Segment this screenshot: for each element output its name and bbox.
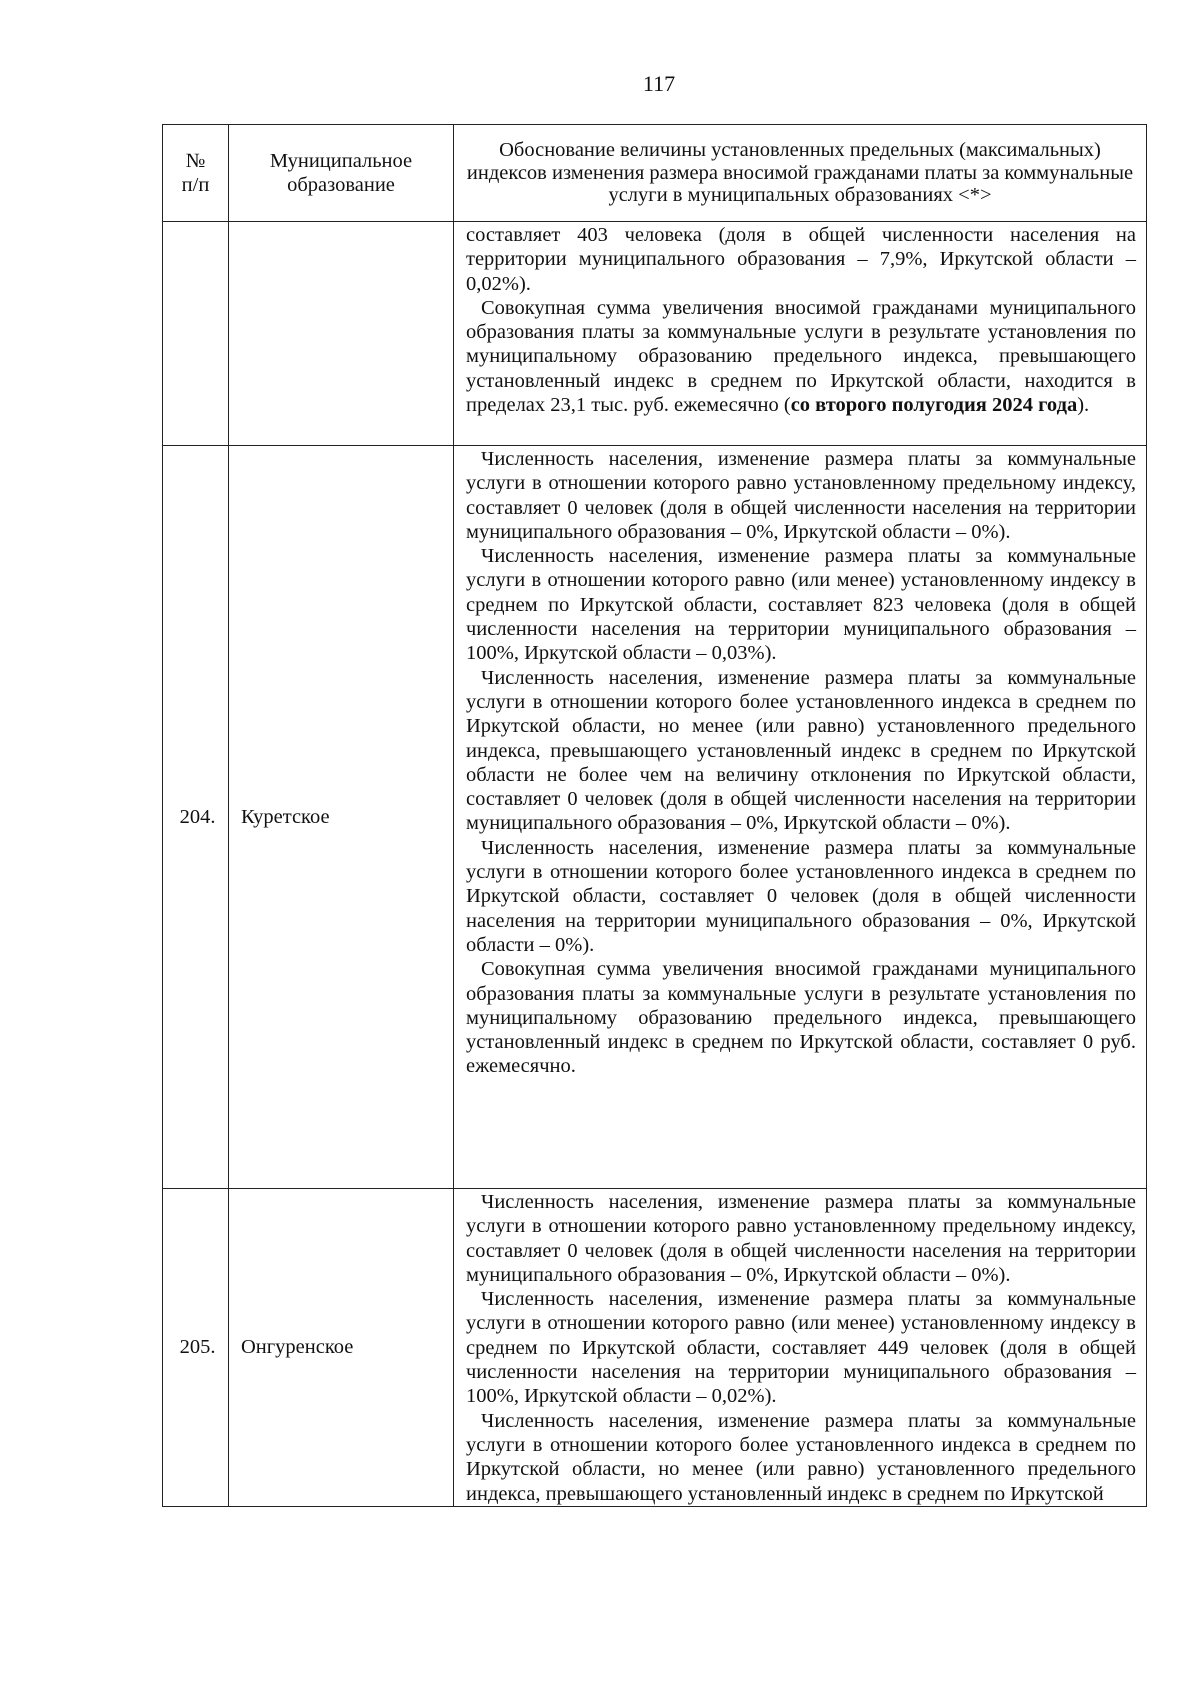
row-number-cell	[163, 446, 229, 1189]
row-number: 205.	[179, 1336, 216, 1359]
justification-paragraph	[466, 1409, 1136, 1506]
header-municipality	[229, 125, 454, 222]
paragraph-tail-text: ).	[1077, 394, 1090, 417]
paragraph-text: Численность населения, изменение размера платы за коммунальные услуги в отношении которого более установленного индекса в среднем по Иркутской области, но менее (или равно) установленного предельного индекса, превышающего установленный индекс в среднем по Иркутской	[466, 1409, 1136, 1505]
justification-cell	[454, 222, 1147, 446]
paragraph-bold-text: со второго полугодия 2024 года	[790, 394, 1078, 417]
justification-paragraph	[466, 1190, 1136, 1287]
municipality-cell	[229, 222, 454, 446]
page-number: 117	[642, 71, 676, 96]
row-number-cell	[163, 222, 229, 446]
municipality-cell	[229, 446, 454, 1189]
justification-paragraph	[466, 1287, 1136, 1408]
municipality-name: Онгуренское	[241, 1336, 354, 1359]
table-row	[163, 446, 1147, 1189]
justification-table	[162, 124, 1147, 1507]
municipality-name: Куретское	[241, 805, 330, 828]
justification-paragraph	[466, 666, 1136, 836]
paragraph-text: Совокупная сумма увеличения вносимой гражданами муниципального образования платы за коммунальные услуги в результате установления по муниципальному образованию предельного индекса, превышающего установленный индекс в среднем по Иркутской области, находится в пределах 23,1 тыс. руб. ежемесячно (	[466, 296, 1136, 417]
justification-paragraph	[466, 544, 1136, 665]
paragraph-text: Численность населения, изменение размера платы за коммунальные услуги в отношении которого более установленного индекса в среднем по Иркутской области, но менее (или равно) установленного предельного индекса, превышающего установленный индекс в среднем по Иркутской области не более чем на величину отклонения по Иркутской области, составляет 0 человек (доля в общей численности населения на территории муниципального образования – 0%, Иркутской области – 0%).	[466, 666, 1136, 835]
row-number-cell	[163, 1189, 229, 1507]
justification-cell	[454, 1189, 1147, 1507]
row-number: 204.	[179, 805, 216, 828]
justification-paragraph	[466, 836, 1136, 957]
paragraph-text: Численность населения, изменение размера платы за коммунальные услуги в отношении которого равно установленному предельному индексу, составляет 0 человек (доля в общей численности населения на территории муниципального образования – 0%, Иркутской области – 0%).	[466, 448, 1136, 543]
justification-paragraph	[466, 957, 1136, 1078]
paragraph-text: составляет 403 человека (доля в общей численности населения на территории муниципального образования – 7,9%, Иркутской области – 0,02%).	[466, 224, 1136, 295]
table-body	[163, 222, 1147, 1507]
justification-paragraph	[466, 223, 1136, 296]
municipality-cell	[229, 1189, 454, 1507]
paragraph-text: Совокупная сумма увеличения вносимой гражданами муниципального образования платы за коммунальные услуги в результате установления по муниципальному образованию предельного индекса, превышающего установленный индекс в среднем по Иркутской области, составляет 0 руб. ежемесячно.	[466, 958, 1136, 1078]
table-header	[163, 125, 1147, 222]
header-row-number-label: № п/п	[181, 149, 210, 196]
paragraph-text: Численность населения, изменение размера платы за коммунальные услуги в отношении которого равно (или менее) установленному индексу в среднем по Иркутской области, составляет 449 человек (доля в общей численности населения на территории муниципального образования – 100%, Иркутской области – 0,02%).	[466, 1288, 1136, 1408]
header-row-number	[163, 125, 229, 222]
table-row	[163, 1189, 1147, 1507]
paragraph-text: Численность населения, изменение размера платы за коммунальные услуги в отношении которого равно (или менее) установленному индексу в среднем по Иркутской области, составляет 823 человека (доля в общей численности населения на территории муниципального образования – 100%, Иркутской области – 0,03%).	[466, 545, 1136, 665]
header-justification-label: Обоснование величины установленных предельных (максимальных) индексов изменения размера вносимой гражданами платы за коммунальные услуги в муниципальных образованиях <*>	[466, 139, 1134, 207]
paragraph-text: Численность населения, изменение размера платы за коммунальные услуги в отношении которого более установленного индекса в среднем по Иркутской области, составляет 0 человек (доля в общей численности населения на территории муниципального образования – 0%, Иркутской области – 0%).	[466, 836, 1136, 956]
justification-paragraph	[466, 296, 1136, 417]
header-justification	[454, 125, 1147, 222]
paragraph-text: Численность населения, изменение размера платы за коммунальные услуги в отношении которого равно установленному предельному индексу, составляет 0 человек (доля в общей численности населения на территории муниципального образования – 0%, Иркутской области – 0%).	[466, 1191, 1136, 1286]
table-row	[163, 222, 1147, 446]
header-municipality-label: Муниципальное образование	[269, 149, 413, 196]
justification-cell	[454, 446, 1147, 1189]
justification-paragraph	[466, 447, 1136, 544]
